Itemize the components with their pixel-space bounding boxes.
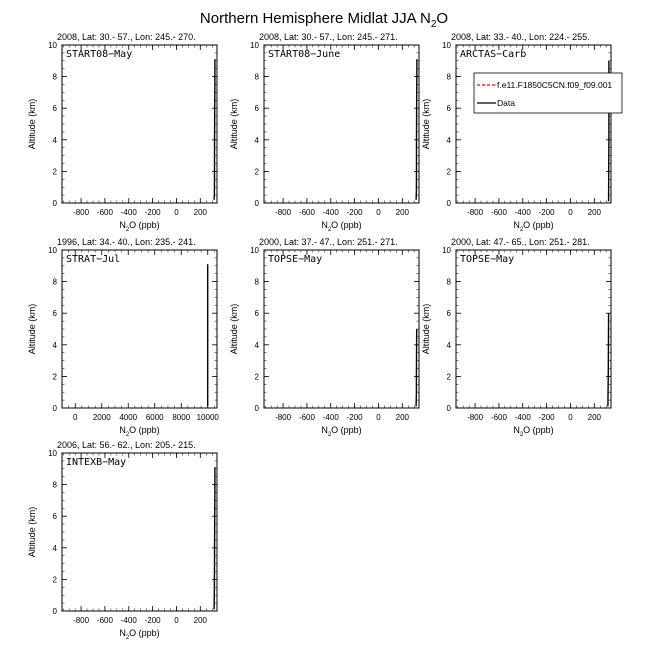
plot-frame — [264, 250, 419, 408]
plot-frame — [62, 250, 217, 408]
x-tick-label: 4000 — [119, 413, 138, 422]
x-tick-label: -200 — [346, 208, 363, 217]
x-tick-label: -200 — [144, 208, 161, 217]
y-tick-label: 10 — [442, 41, 451, 50]
panel-header: 2000, Lat: 37.- 47., Lon: 251.- 271. — [259, 237, 398, 247]
series-line-data — [608, 313, 609, 406]
y-tick-label: 4 — [52, 135, 57, 145]
x-tick-label: 8000 — [172, 413, 191, 422]
y-tick-label: 2 — [254, 167, 259, 177]
y-tick-label: 6 — [254, 309, 259, 319]
y-tick-label: 8 — [52, 480, 57, 490]
panel-header: 2000, Lat: 47.- 65., Lon: 251.- 281. — [451, 237, 590, 247]
y-tick-label: 0 — [254, 404, 259, 413]
y-tick-label: 0 — [52, 199, 57, 208]
campaign-label: TOPSE−May — [460, 254, 515, 265]
campaign-label: INTEXB−May — [66, 457, 127, 468]
x-tick-label: 200 — [193, 208, 207, 217]
y-tick-label: 2 — [446, 372, 451, 382]
panel-4 — [27, 237, 219, 438]
x-tick-label: -200 — [144, 616, 161, 625]
y-tick-label: 0 — [52, 607, 57, 616]
y-tick-label: 2 — [254, 372, 259, 382]
x-axis-label: $N_2O$ (ppb) — [513, 425, 554, 438]
panels — [27, 32, 622, 641]
y-tick-label: 6 — [52, 104, 57, 114]
legend-label: Data — [497, 98, 515, 108]
panel-7 — [27, 440, 217, 641]
series-line-data — [416, 59, 417, 200]
x-tick-label: 2000 — [92, 413, 111, 422]
y-tick-label: 0 — [446, 404, 451, 413]
y-tick-label: 2 — [52, 575, 57, 585]
panel-3 — [421, 32, 611, 233]
y-tick-label: 4 — [52, 340, 57, 350]
x-tick-label: 0 — [73, 413, 78, 422]
x-tick-label: 0 — [174, 616, 179, 625]
x-tick-label: -600 — [298, 208, 315, 217]
panel-header: 1996, Lat: 34.- 40., Lon: 235.- 241. — [57, 237, 196, 247]
y-axis-label: Altitude (km) — [27, 506, 37, 558]
x-tick-label: 0 — [376, 413, 381, 422]
panel-2 — [229, 32, 419, 233]
plot-frame — [456, 250, 611, 408]
x-tick-label: -600 — [298, 413, 315, 422]
x-tick-label: -400 — [120, 208, 137, 217]
x-tick-label: -200 — [346, 413, 363, 422]
x-tick-label: 0 — [174, 208, 179, 217]
y-axis-label: Altitude (km) — [229, 303, 239, 355]
x-tick-label: -400 — [120, 616, 137, 625]
y-tick-label: 0 — [254, 199, 259, 208]
panel-header: 2008, Lat: 33.- 40., Lon: 224.- 255. — [451, 32, 590, 42]
y-tick-label: 2 — [52, 167, 57, 177]
y-axis-label: Altitude (km) — [27, 98, 37, 150]
x-axis-label: $N_2O$ (ppb) — [321, 220, 362, 233]
y-tick-label: 4 — [52, 543, 57, 553]
plot-frame — [264, 45, 419, 203]
series-line-data — [416, 329, 417, 406]
y-tick-label: 10 — [48, 246, 57, 255]
x-tick-label: -600 — [490, 413, 507, 422]
panel-6 — [421, 237, 611, 438]
series-line-data — [214, 59, 215, 200]
y-tick-label: 6 — [446, 309, 451, 319]
y-tick-label: 10 — [48, 449, 57, 458]
y-tick-label: 2 — [52, 372, 57, 382]
y-tick-label: 4 — [446, 340, 451, 350]
x-tick-label: -600 — [490, 208, 507, 217]
x-tick-label: -800 — [467, 413, 484, 422]
x-tick-label: -600 — [96, 208, 113, 217]
y-tick-label: 8 — [446, 72, 451, 82]
x-tick-label: -800 — [73, 616, 90, 625]
campaign-label: START08−June — [268, 49, 341, 60]
y-tick-label: 8 — [52, 72, 57, 82]
y-tick-label: 4 — [254, 340, 259, 350]
y-tick-label: 10 — [442, 246, 451, 255]
plot-frame — [456, 45, 611, 203]
x-tick-label: 200 — [395, 208, 409, 217]
legend — [474, 73, 622, 113]
x-tick-label: 200 — [587, 208, 601, 217]
y-tick-label: 6 — [254, 104, 259, 114]
campaign-label: START08−May — [66, 49, 133, 60]
x-tick-label: 200 — [193, 616, 207, 625]
x-tick-label: 6000 — [145, 413, 164, 422]
y-tick-label: 4 — [254, 135, 259, 145]
x-axis-label: $N_2O$ (ppb) — [119, 220, 160, 233]
x-tick-label: 0 — [568, 413, 573, 422]
x-tick-label: -200 — [538, 208, 555, 217]
y-tick-label: 6 — [52, 309, 57, 319]
x-tick-label: -600 — [96, 616, 113, 625]
x-tick-label: -800 — [73, 208, 90, 217]
y-tick-label: 10 — [48, 41, 57, 50]
campaign-label: ARCTAS−Carb — [460, 49, 527, 60]
x-tick-label: -200 — [538, 413, 555, 422]
x-tick-label: -800 — [275, 208, 292, 217]
campaign-label: TOPSE−May — [268, 254, 323, 265]
y-tick-label: 6 — [446, 104, 451, 114]
y-tick-label: 8 — [254, 277, 259, 287]
y-tick-label: 4 — [446, 135, 451, 145]
x-tick-label: 200 — [395, 413, 409, 422]
y-axis-label: Altitude (km) — [27, 303, 37, 355]
y-tick-label: 10 — [250, 246, 259, 255]
plot-frame — [62, 453, 217, 611]
x-tick-label: -800 — [467, 208, 484, 217]
x-tick-label: -400 — [322, 208, 339, 217]
y-tick-label: 8 — [254, 72, 259, 82]
panel-header: 2006, Lat: 56.- 62., Lon: 205.- 215. — [57, 440, 196, 450]
plot-frame — [62, 45, 217, 203]
y-tick-label: 0 — [52, 404, 57, 413]
x-axis-label: $N_2O$ (ppb) — [119, 628, 160, 641]
x-axis-label: $N_2O$ (ppb) — [119, 425, 160, 438]
x-axis-label: $N_2O$ (ppb) — [321, 425, 362, 438]
x-tick-label: 0 — [568, 208, 573, 217]
y-tick-label: 10 — [250, 41, 259, 50]
y-tick-label: 0 — [446, 199, 451, 208]
y-axis-label: Altitude (km) — [421, 303, 431, 355]
legend-label: f.e11.F1850C5CN.f09_f09.001 — [497, 80, 613, 90]
y-tick-label: 8 — [52, 277, 57, 287]
series-line-data — [214, 467, 215, 609]
y-tick-label: 6 — [52, 512, 57, 522]
x-tick-label: -800 — [275, 413, 292, 422]
panel-header: 2008, Lat: 30.- 57., Lon: 245.- 271. — [259, 32, 398, 42]
campaign-label: STRAT−Jul — [66, 254, 121, 265]
y-tick-label: 2 — [446, 167, 451, 177]
y-tick-label: 8 — [446, 277, 451, 287]
panel-header: 2008, Lat: 30.- 57., Lon: 245.- 270. — [57, 32, 196, 42]
y-axis-label: Altitude (km) — [421, 98, 431, 150]
x-tick-label: -400 — [514, 208, 531, 217]
panel-1 — [27, 32, 217, 233]
x-tick-label: 200 — [587, 413, 601, 422]
x-tick-label: -400 — [514, 413, 531, 422]
x-tick-label: -400 — [322, 413, 339, 422]
panel-5 — [229, 237, 419, 438]
x-tick-label: 10000 — [196, 413, 219, 422]
x-axis-label: $N_2O$ (ppb) — [513, 220, 554, 233]
x-tick-label: 0 — [376, 208, 381, 217]
figure-title: Northern Hemisphere Midlat JJA $N_2O$ — [199, 10, 449, 30]
y-axis-label: Altitude (km) — [229, 98, 239, 150]
